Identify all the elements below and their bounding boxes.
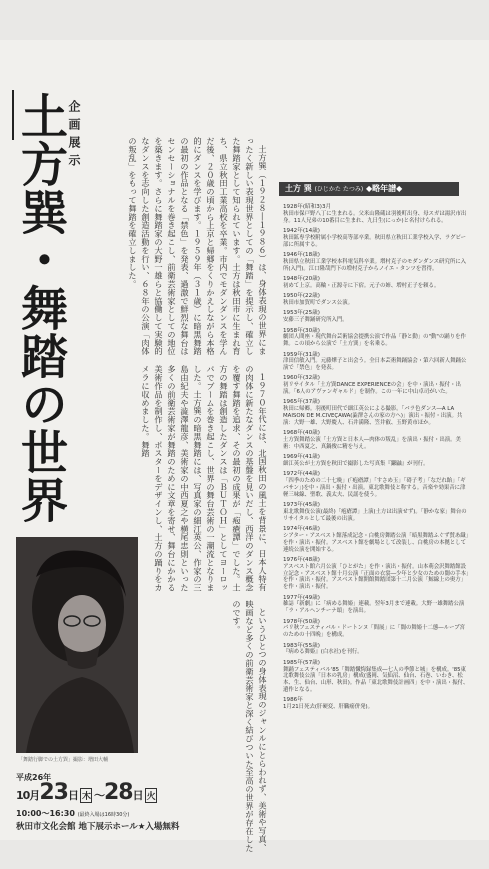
body-column-b [135,365,269,593]
chronology-entry [283,643,469,657]
chronology-text: シアター・アスベスト館落成記念・白桃房舞踏公演「暗黒舞踏ふぐず賛あ織」を作・演出・振付。アスベスト館を劇場として改装し、白桃房の本拠として連続公演を開始する。 [283,532,469,553]
chronology-text: 秋田鉱専学校附属小学校高等部卒業。秋田県立秋田工業学校入学、ラグビー部に所属する。 [283,234,467,248]
chronology-entry [283,352,469,372]
chronology-list [283,204,469,714]
time-note: (最終入場は16時30分) [77,812,130,818]
chronology-year: 1958年(30歳) [283,327,320,334]
date-range-tilde: 〜 [93,789,104,802]
chronology-heading [279,182,459,196]
chronology-entry [283,454,469,468]
chronology-text: 初リサイタル「土方巽DANCE EXPERIENCEの会」を中・演出・振付・出演。「6人のアヴァンギャルド」を制作。この一年に中山卓司がいた。 [283,382,461,396]
chronology-suffix: ◆略年譜◆ [365,184,403,193]
chronology-year: 1978年(50歳) [283,618,320,625]
chronology-text: 秋田市保戸野八丁に生まれる。父米山隆蔵は羽後町出身、母スガは湯沢市出身。11人兄弟の10番目に生まれ、九日生(にっか)と名付けられる。 [283,210,467,224]
chronology-year: 1950年(22歳) [283,293,320,300]
chronology-text: 安藤三子舞踊研究所入門。 [283,317,348,324]
chronology-entry [283,502,469,522]
end-day: 28 [103,780,133,805]
chronology-entry [283,399,469,426]
body-paragraph-c: というひとつの身体表現のジャンルにとらわれず、美術や写真、映画など多くの前衛芸術家と深く結びついた至高の世界が存在したのです。 [232,600,268,852]
event-dates [16,780,159,805]
chronology-entry [283,328,469,348]
exhibit-label: 企画展示 [67,100,81,172]
start-month: 10月 [16,789,40,802]
chronology-year: 1960年(32歳) [283,375,320,382]
chronology-text: 雑誌『新劇』に「病める舞姫」連載。翌年3月まで連載。大野一雄舞踏公演「ラ・アルヘンチーナ頌」を演出。 [283,601,465,615]
chronology-entry [283,660,469,694]
chronology-year: 1948年(20歳) [283,275,320,282]
chronology-year: 1965年(37歳) [283,399,320,406]
chronology-entry [283,526,469,553]
photo-caption: 「舞踏行脚での土方巽」撮影：増田大輔 [18,757,109,763]
chronology-text: 劇団人間座・現代舞台芸術協会提携公演で作品「静と動」の"動"の踊りを作舞。この頃から公演で「土方巽」を名乗る。 [283,334,466,348]
chronology-text: 舞踊フェスティバル'85「舞踏懺悔録集成―七人の季節と城」を構成。'85東北歌舞伎公演「日本の乳房」構成(盛岡、気仙沼、仙台、石巻、いわき、松本、生、仙台、山形、秋田)。作品「東北歌舞伎計画四」を中・演出・振付、遺作となる。 [283,666,469,693]
chronology-entry [283,430,469,450]
chronology-year: 1972年(44歳) [283,471,320,478]
end-weekday: 火 [145,788,157,803]
chronology-year: 1946年(18歳) [283,251,320,258]
chronology-year: 1985年(57歳) [283,659,320,666]
page-title: 土方巽・舞踏の世界 [13,92,68,524]
chronology-text: 秋田市加賀町でダンス公演。 [283,299,353,306]
chronology-name-kana: (ひじかた たつみ) [314,186,364,193]
chronology-entry [283,619,469,639]
chronology-text: 初めて上京。高輪・正源寺に下宿。元子の姉、増村正子を頼る。 [283,282,440,289]
chronology-text: 細江英公が土方巽を秋田で撮影した写真集『鎌鼬』が刊行。 [283,461,429,468]
chronology-text: 1月21日死去(肝硬変、肝臓癌併発)。 [283,704,373,711]
flyer-sheet [0,40,489,852]
chronology-entry [283,375,469,395]
end-day-unit: 日 [132,789,143,802]
body-paragraph-b: １９７０年代には、北国秋田の風土を背景に、日本人特有の肉体に新たなダンスの基盤を見いだし、西洋のダンス概念を覆す舞踏を追求、その最初の成果が「疱瘡譚」でした。土方の舞踏は創造したダンスは「ＢＵＴＯＨ」としてヨーロッパでブームを巻き起こし、世界の舞台芸術の一潮流となりました。土方巽の暗黒舞踏には、写真家の細江英公、作家の三島由紀夫や澁澤龍彦、美術家の中西夏之や横尾忠則といった多くの前衛芸術家が舞踏のために文章を寄せ、舞台にかかる美術作品を制作し、ポスターをデザインし、土方の踊りをカメラに収めました。舞踏 [141,365,268,592]
chronology-year: 1953年(25歳) [283,310,320,317]
chronology-year: 1976年(48歳) [283,556,320,563]
chronology-text: 東北歌舞伎公演(最終)「疱瘡譚」上演(土方は出演せず)。「静かな家」舞台のリサイタルとして最後の出演。 [283,509,467,522]
chronology-year: 1974年(46歳) [283,526,320,533]
chronology-text: 「四季のための二十七晩」(「疱瘡譚」「すさめ玉」「碍子考」「なだれ飴」「ギバサン」)を中・演出・振付・出演。東北歌舞伎と称する。音楽や効果音に津軽三味線、聖歌、義太夫、民謡を使う。 [283,478,466,498]
chronology-text: 土方巽舞踏公演「土方巽と日本人―肉体の叛乱」を演出・振付・出演。美術：中西夏之、真鍋俊に精を与え。 [283,437,461,450]
event-year: 平成26年 [16,773,52,782]
chronology-entry [283,204,469,224]
start-day: 23 [39,780,68,805]
start-day-unit: 日 [67,789,78,802]
portrait-photo [16,537,138,753]
chronology-name: 土方 巽 [285,184,312,193]
chronology-year: 1973年(45歳) [283,502,320,509]
chronology-text: アスベスト館六月公演「ひとがた」を作・演出・振付。山本萌会沢舞踏館設立記念・アスベスト館十月公演「正面の衣裳―少年と少女のための闇の手本」を作・演出・振付。アスベスト館開館舞踏団第十二月公演「鯨線上の奥方」を作・演出・振付。 [283,563,469,591]
body-column-a [93,137,269,357]
chronology-entry [283,276,469,290]
event-time [16,808,129,819]
chronology-year: 1928年(昭和3)3月 [283,204,332,210]
chronology-entry [283,697,469,711]
event-venue: 秋田市文化会館 地下展示ホール★入場無料 [16,822,180,832]
chronology-entry [283,595,469,615]
chronology-text: 津田信敏入門。元藤燁子と出会う。全日本芸術舞踊協会・第六回新人舞踊公演で「禁色」を発表。 [283,358,467,372]
chronology-text: 秋田県立秋田工業学校本科電気科卒業。増村克子のモダンダンス研究所に入所(入門)。江口隆哉門下の増村克子からノイエ・タンツを習得。 [283,258,467,272]
chronology-text: 秋田に帰郷。羽後町田代で細江英公による撮影。「バラ色ダンス―A LA MAISON DE M.CIVEÇAWA(澁澤さんの家の方へ)」演出・振付・出演。共演：大野一雄、大野慶人、石井満隆、笠井叡、玉野黄市ほか。 [283,406,463,426]
chronology-year: 1959年(31歳) [283,351,320,358]
chronology-year: 1968年(40歳) [283,430,320,437]
chronology-entry [283,471,469,498]
chronology-year: 1983年(55歳) [283,642,320,649]
chronology-entry [283,557,469,591]
chronology-entry [283,252,469,272]
chronology-year: 1969年(41歳) [283,454,320,461]
chronology-text: 『病める舞姫』(白水社)を刊行。 [283,649,363,656]
chronology-text: パリ秋フェスティバル・ドートンヌ「間展」に「闇の舞姫十二態―ループ宮のための十四晩」を構成。 [283,625,465,639]
portrait-illustration [16,537,138,753]
chronology-year: 1977年(49歳) [283,594,320,601]
chronology-entry [283,310,469,324]
chronology-entry [283,293,469,307]
chronology-year: 1942年(14歳) [283,227,320,234]
chronology-entry [283,228,469,248]
chronology-year: 1986年 [283,697,303,704]
body-paragraph-a: 土方巽（１９２８―１９８６）は、身体表現の世界にまったく新しい表現世界としての「舞踏」を提示し、確立した舞踏家として知られています。土方は秋田市に生まれ育ち、県立秋田工業高校を卒業。市内でモダンダンスを学んだ後、２０歳の頃から上京と帰郷をくりかえしながら本格的にダンスを学びます。１９５９年（３１歳）に暗黒舞踏の最初の作品となる「禁色」を発表、過激で鮮烈な舞台はセンセーショナルを巻き起こし、前衛芸術家としての地位を築きます。さらに舞踏家の大野一雄らと協働して実験的なダンスを志向した創造活動を行い、６８年の公演「肉体の叛乱」をもって舞踏を確立しました。 [128,137,268,356]
start-weekday: 木 [80,788,92,803]
time-range: 10:00〜16:30 [16,809,75,818]
